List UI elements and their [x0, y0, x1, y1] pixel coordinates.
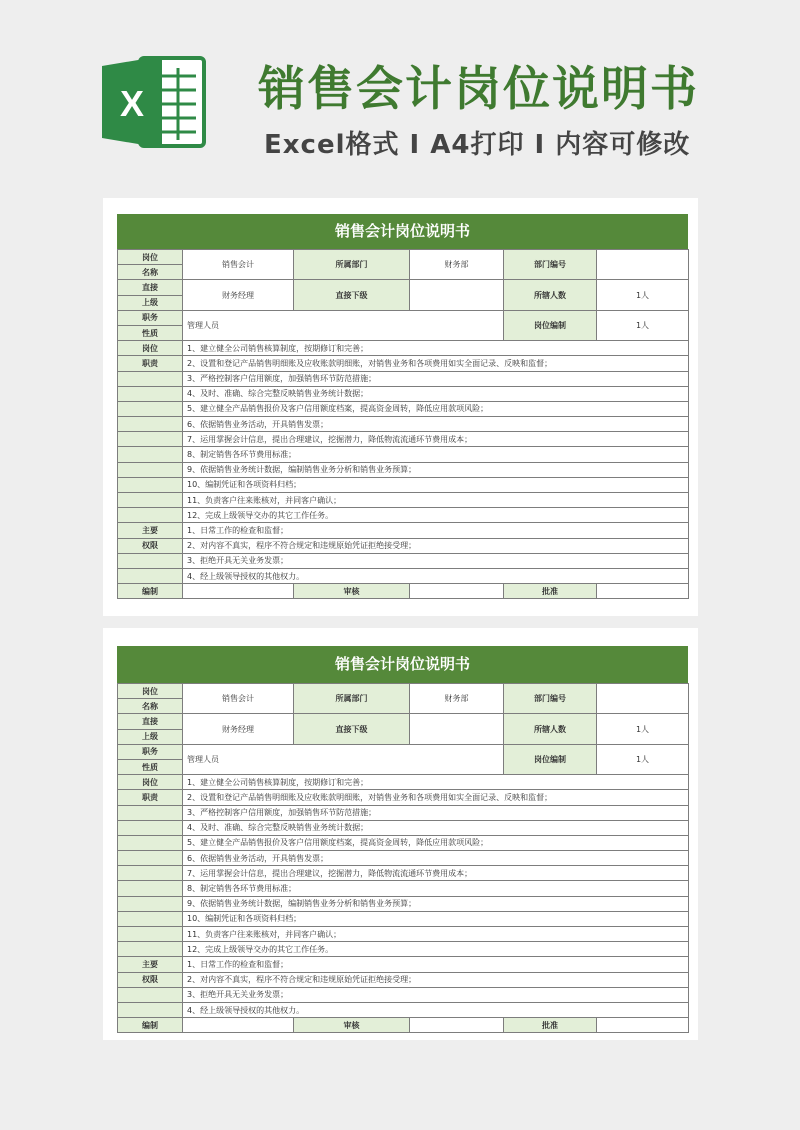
duty-item-text: 9、依据销售业务统计数据，编制销售业务分析和销售业务预算； — [183, 462, 689, 477]
label-duties-blank — [118, 866, 183, 881]
excel-icon — [100, 52, 208, 152]
label-duties-blank — [118, 851, 183, 866]
label-duties-blank — [118, 477, 183, 492]
label-compiled: 编制 — [118, 1018, 183, 1033]
duty-item-text: 8、制定销售各环节费用标准； — [183, 447, 689, 462]
duty-item — [118, 432, 689, 447]
page-subtitle: Excel格式 I A4打印 I 内容可修改 — [264, 130, 691, 160]
label-duties-blank — [118, 417, 183, 432]
job-form — [117, 214, 688, 599]
label-powers-2: 权限 — [118, 538, 183, 553]
label-duties-blank — [118, 508, 183, 523]
page-title: 销售会计岗位说明书 — [258, 62, 699, 117]
duty-item-text: 12、完成上级领导交办的其它工作任务。 — [183, 942, 689, 957]
label-post-name-2: 名称 — [118, 699, 183, 714]
duty-item — [118, 851, 689, 866]
label-nature-2: 性质 — [118, 325, 183, 340]
power-item-text: 3、拒绝开具无关业务发票； — [183, 987, 689, 1002]
label-duties-blank — [118, 401, 183, 416]
duty-item-text: 11、负责客户往来账核对，并同客户确认； — [183, 927, 689, 942]
label-powers-blank — [118, 553, 183, 568]
duties-rows — [118, 775, 689, 957]
duty-item — [118, 790, 689, 805]
label-department: 所属部门 — [294, 684, 410, 714]
value-department: 财务部 — [410, 250, 504, 280]
value-quota: 1人 — [597, 310, 689, 340]
duty-item — [118, 775, 689, 790]
form-title: 销售会计岗位说明书 — [117, 646, 688, 683]
duty-item-text: 11、负责客户往来账核对，并同客户确认； — [183, 493, 689, 508]
label-powers-blank — [118, 1002, 183, 1017]
value-reviewed — [410, 584, 504, 599]
power-item — [118, 553, 689, 568]
duty-item-text: 4、及时、准确、综合完整反映销售业务统计数据； — [183, 820, 689, 835]
duties-rows — [118, 341, 689, 523]
label-quota: 岗位编制 — [504, 744, 597, 774]
label-duties-blank — [118, 493, 183, 508]
label-subordinate: 直接下级 — [294, 280, 410, 310]
duty-item — [118, 493, 689, 508]
duty-item-text: 4、及时、准确、综合完整反映销售业务统计数据； — [183, 386, 689, 401]
power-item — [118, 538, 689, 553]
duty-item-text: 8、制定销售各环节费用标准； — [183, 881, 689, 896]
label-duties-2: 职责 — [118, 790, 183, 805]
duty-item-text: 5、建立健全产品销售报价及客户信用额度档案，提高资金周转，降低应用款项风险； — [183, 835, 689, 850]
label-powers-blank — [118, 987, 183, 1002]
duty-item-text: 3、严格控制客户信用额度，加强销售环节防范措施； — [183, 805, 689, 820]
value-department: 财务部 — [410, 684, 504, 714]
label-powers-blank — [118, 568, 183, 583]
duty-item — [118, 881, 689, 896]
label-approved: 批准 — [504, 584, 597, 599]
duty-item-text: 2、设置和登记产品销售明细账及应收账款明细账，对销售业务和各项费用如实全面记录、反映和监督； — [183, 790, 689, 805]
label-approved: 批准 — [504, 1018, 597, 1033]
label-duties-blank — [118, 820, 183, 835]
duty-item — [118, 447, 689, 462]
value-compiled — [183, 584, 294, 599]
duty-item — [118, 341, 689, 356]
value-dept-no — [597, 684, 689, 714]
power-item — [118, 568, 689, 583]
power-item-text: 3、拒绝开具无关业务发票； — [183, 553, 689, 568]
value-superior: 财务经理 — [183, 280, 294, 310]
duty-item-text: 3、严格控制客户信用额度，加强销售环节防范措施； — [183, 371, 689, 386]
label-compiled: 编制 — [118, 584, 183, 599]
sheet-1 — [103, 198, 698, 616]
form-header-rows — [118, 250, 689, 341]
value-headcount: 1人 — [597, 280, 689, 310]
label-dept-no: 部门编号 — [504, 250, 597, 280]
label-subordinate: 直接下级 — [294, 714, 410, 744]
value-quota: 1人 — [597, 744, 689, 774]
label-post-name: 岗位 — [118, 250, 183, 265]
label-superior-2: 上级 — [118, 295, 183, 310]
duty-item-text: 2、设置和登记产品销售明细账及应收账款明细账，对销售业务和各项费用如实全面记录、反映和监督； — [183, 356, 689, 371]
power-item-text: 1、日常工作的检查和监督； — [183, 957, 689, 972]
duty-item-text: 10、编制凭证和各项资料归档； — [183, 477, 689, 492]
form-header-rows — [118, 684, 689, 775]
label-duties-blank — [118, 911, 183, 926]
power-item — [118, 987, 689, 1002]
label-duties-blank — [118, 835, 183, 850]
job-form — [117, 646, 688, 1033]
duty-item-text: 9、依据销售业务统计数据，编制销售业务分析和销售业务预算； — [183, 896, 689, 911]
label-superior: 直接 — [118, 280, 183, 295]
value-subordinate — [410, 714, 504, 744]
duty-item — [118, 417, 689, 432]
label-post-name: 岗位 — [118, 684, 183, 699]
duty-item — [118, 477, 689, 492]
value-approved — [597, 1018, 689, 1033]
duty-item — [118, 927, 689, 942]
duty-item — [118, 866, 689, 881]
value-post-name: 销售会计 — [183, 250, 294, 280]
value-subordinate — [410, 280, 504, 310]
label-duties-blank — [118, 881, 183, 896]
label-dept-no: 部门编号 — [504, 684, 597, 714]
duty-item — [118, 462, 689, 477]
label-reviewed: 审核 — [294, 1018, 410, 1033]
label-duties-1: 岗位 — [118, 341, 183, 356]
value-dept-no — [597, 250, 689, 280]
power-item — [118, 523, 689, 538]
power-item — [118, 1002, 689, 1017]
label-superior-2: 上级 — [118, 729, 183, 744]
label-duties-1: 岗位 — [118, 775, 183, 790]
value-reviewed — [410, 1018, 504, 1033]
label-nature: 职务 — [118, 744, 183, 759]
power-item-text: 1、日常工作的检查和监督； — [183, 523, 689, 538]
excel-logo-letter: X — [119, 83, 145, 124]
duty-item — [118, 942, 689, 957]
powers-rows — [118, 523, 689, 584]
label-headcount: 所辖人数 — [504, 280, 597, 310]
signature-row — [118, 1018, 689, 1033]
label-duties-blank — [118, 927, 183, 942]
duty-item — [118, 371, 689, 386]
duty-item — [118, 835, 689, 850]
duty-item-text: 7、运用掌握会计信息，提出合理建议，挖掘潜力，降低物流流通环节费用成本； — [183, 866, 689, 881]
value-post-name: 销售会计 — [183, 684, 294, 714]
label-nature-2: 性质 — [118, 759, 183, 774]
duty-item — [118, 805, 689, 820]
value-compiled — [183, 1018, 294, 1033]
powers-rows — [118, 957, 689, 1018]
banner — [0, 0, 800, 195]
duty-item — [118, 911, 689, 926]
duty-item — [118, 820, 689, 835]
duty-item — [118, 386, 689, 401]
duty-item-text: 1、建立健全公司销售核算制度，按期修订和完善； — [183, 775, 689, 790]
power-item-text: 2、对内容不真实，程序不符合规定和违规原始凭证拒绝接受理； — [183, 972, 689, 987]
label-duties-blank — [118, 432, 183, 447]
value-nature: 管理人员 — [183, 310, 504, 340]
label-department: 所属部门 — [294, 250, 410, 280]
label-duties-blank — [118, 386, 183, 401]
label-powers-1: 主要 — [118, 523, 183, 538]
label-duties-blank — [118, 942, 183, 957]
label-reviewed: 审核 — [294, 584, 410, 599]
power-item-text: 4、经上级领导授权的其他权力。 — [183, 1002, 689, 1017]
power-item — [118, 957, 689, 972]
duty-item — [118, 896, 689, 911]
signature-row — [118, 584, 689, 599]
duty-item-text: 12、完成上级领导交办的其它工作任务。 — [183, 508, 689, 523]
duty-item-text: 6、依据销售业务活动，开具销售发票； — [183, 417, 689, 432]
label-nature: 职务 — [118, 310, 183, 325]
duty-item — [118, 508, 689, 523]
power-item — [118, 972, 689, 987]
label-duties-blank — [118, 462, 183, 477]
job-table — [117, 249, 689, 599]
label-superior: 直接 — [118, 714, 183, 729]
value-headcount: 1人 — [597, 714, 689, 744]
label-quota: 岗位编制 — [504, 310, 597, 340]
label-duties-blank — [118, 805, 183, 820]
value-superior: 财务经理 — [183, 714, 294, 744]
label-duties-2: 职责 — [118, 356, 183, 371]
label-duties-blank — [118, 447, 183, 462]
duty-item-text: 5、建立健全产品销售报价及客户信用额度档案，提高资金周转，降低应用款项风险； — [183, 401, 689, 416]
form-title: 销售会计岗位说明书 — [117, 214, 688, 249]
power-item-text: 2、对内容不真实，程序不符合规定和违规原始凭证拒绝接受理； — [183, 538, 689, 553]
duty-item-text: 10、编制凭证和各项资料归档； — [183, 911, 689, 926]
label-powers-1: 主要 — [118, 957, 183, 972]
label-powers-2: 权限 — [118, 972, 183, 987]
job-table — [117, 683, 689, 1033]
label-duties-blank — [118, 371, 183, 386]
duty-item-text: 6、依据销售业务活动，开具销售发票； — [183, 851, 689, 866]
duty-item-text: 7、运用掌握会计信息，提出合理建议，挖掘潜力，降低物流流通环节费用成本； — [183, 432, 689, 447]
duty-item-text: 1、建立健全公司销售核算制度，按期修订和完善； — [183, 341, 689, 356]
label-headcount: 所辖人数 — [504, 714, 597, 744]
value-nature: 管理人员 — [183, 744, 504, 774]
sheet-2 — [103, 628, 698, 1040]
power-item-text: 4、经上级领导授权的其他权力。 — [183, 568, 689, 583]
duty-item — [118, 356, 689, 371]
value-approved — [597, 584, 689, 599]
label-post-name-2: 名称 — [118, 265, 183, 280]
duty-item — [118, 401, 689, 416]
label-duties-blank — [118, 896, 183, 911]
